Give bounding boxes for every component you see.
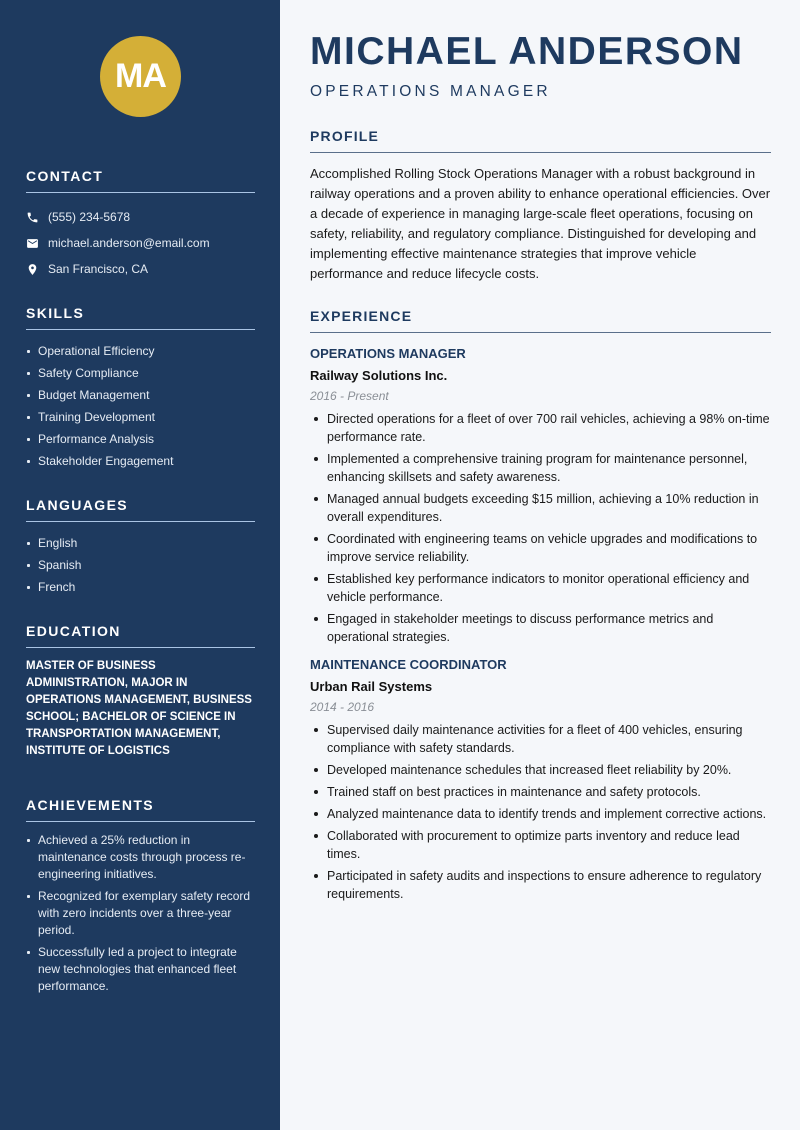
sidebar [0, 0, 280, 1130]
job-bullet: Analyzed maintenance data to identify trends and implement corrective actions. [310, 805, 771, 823]
language-item: French [26, 576, 255, 598]
achievements-section [26, 797, 255, 1000]
job-title: MAINTENANCE COORDINATOR [310, 657, 507, 672]
contact-section [26, 168, 255, 282]
skill-item: Performance Analysis [26, 428, 255, 450]
avatar-initials: MA [115, 57, 166, 95]
job-bullet: Collaborated with procurement to optimize parts inventory and reduce lead times. [310, 827, 771, 863]
email-icon [26, 237, 39, 250]
language-item: Spanish [26, 554, 255, 576]
job-bullets [310, 410, 771, 646]
job-entry [310, 657, 771, 903]
contact-phone[interactable] [26, 204, 255, 230]
education-text: MASTER OF BUSINESS ADMINISTRATION, MAJOR IN OPERATIONS MANAGEMENT, BUSINESS SCHOOL; BACHELOR OF SCIENCE IN TRANSPORTATION MANAGEMENT, INSTITUTE OF LOGISTICS [26, 660, 252, 757]
candidate-name: MICHAEL ANDERSON [310, 30, 744, 73]
job-bullet: Managed annual budgets exceeding $15 million, achieving a 10% reduction in overall expenditures. [310, 490, 771, 526]
job-title-header: OPERATIONS MANAGER [310, 83, 551, 100]
phone-icon [26, 211, 39, 224]
languages-list [26, 532, 255, 598]
achievement-item: Achieved a 25% reduction in maintenance costs through process re-engineering initiatives. [26, 832, 255, 883]
education-heading: EDUCATION [26, 623, 255, 648]
job-bullets [310, 721, 771, 903]
achievement-item: Recognized for exemplary safety record with zero incidents over a three-year period. [26, 888, 255, 939]
language-item: English [26, 532, 255, 554]
job-dates: 2016 - Present [310, 389, 389, 403]
contact-location [26, 256, 255, 282]
skill-item: Budget Management [26, 384, 255, 406]
experience-heading: EXPERIENCE [310, 308, 771, 333]
profile-text: Accomplished Rolling Stock Operations Manager with a robust background in railway operations and a proven ability to enhance operational efficiencies. Over a decade of experience in managing large-scale fleet operations, focusing on safety, reliability, and regulatory compliance. Distinguished for developing and implementing effective maintenance strategies that improve vehicle performance and reduce lifecycle costs. [310, 166, 771, 281]
skill-item: Stakeholder Engagement [26, 450, 255, 472]
contact-phone-text: (555) 234-5678 [48, 210, 131, 224]
contact-email-text: michael.anderson@email.com [48, 236, 210, 250]
job-bullet: Developed maintenance schedules that increased fleet reliability by 20%. [310, 761, 771, 779]
job-dates: 2014 - 2016 [310, 700, 375, 714]
profile-heading: PROFILE [310, 128, 771, 153]
job-bullet: Supervised daily maintenance activities for a fleet of 400 vehicles, ensuring compliance with safety standards. [310, 721, 771, 757]
skill-item: Safety Compliance [26, 362, 255, 384]
job-bullet: Engaged in stakeholder meetings to discuss performance metrics and operational strategies. [310, 610, 771, 646]
job-bullet: Participated in safety audits and inspections to ensure adherence to regulatory requirements. [310, 867, 771, 903]
job-bullet: Trained staff on best practices in maintenance and safety protocols. [310, 783, 771, 801]
experience-section [310, 308, 771, 907]
job-bullet: Directed operations for a fleet of over 700 rail vehicles, achieving a 98% on-time performance rate. [310, 410, 771, 446]
achievements-heading: ACHIEVEMENTS [26, 797, 255, 822]
achievements-list [26, 832, 255, 995]
achievement-item: Successfully led a project to integrate new technologies that enhanced fleet performance. [26, 944, 255, 995]
job-bullet: Coordinated with engineering teams on vehicle upgrades and modifications to improve service reliability. [310, 530, 771, 566]
contact-location-text: San Francisco, CA [48, 262, 149, 276]
languages-section [26, 497, 255, 598]
job-title: OPERATIONS MANAGER [310, 346, 466, 361]
skill-item: Training Development [26, 406, 255, 428]
location-pin-icon [26, 263, 39, 276]
job-entry [310, 346, 771, 646]
skills-section [26, 305, 255, 472]
avatar [100, 36, 181, 117]
contact-list [26, 204, 255, 282]
languages-heading: LANGUAGES [26, 497, 255, 522]
skill-item: Operational Efficiency [26, 340, 255, 362]
skills-list [26, 340, 255, 472]
contact-heading: CONTACT [26, 168, 255, 193]
skills-heading: SKILLS [26, 305, 255, 330]
company-name: Urban Rail Systems [310, 679, 433, 694]
company-name: Railway Solutions Inc. [310, 368, 448, 383]
education-section [26, 623, 255, 760]
contact-email[interactable] [26, 230, 255, 256]
profile-section [310, 128, 771, 284]
job-bullet: Implemented a comprehensive training program for maintenance personnel, enhancing skillsets and safety awareness. [310, 450, 771, 486]
job-bullet: Established key performance indicators to monitor operational efficiency and vehicle performance. [310, 570, 771, 606]
